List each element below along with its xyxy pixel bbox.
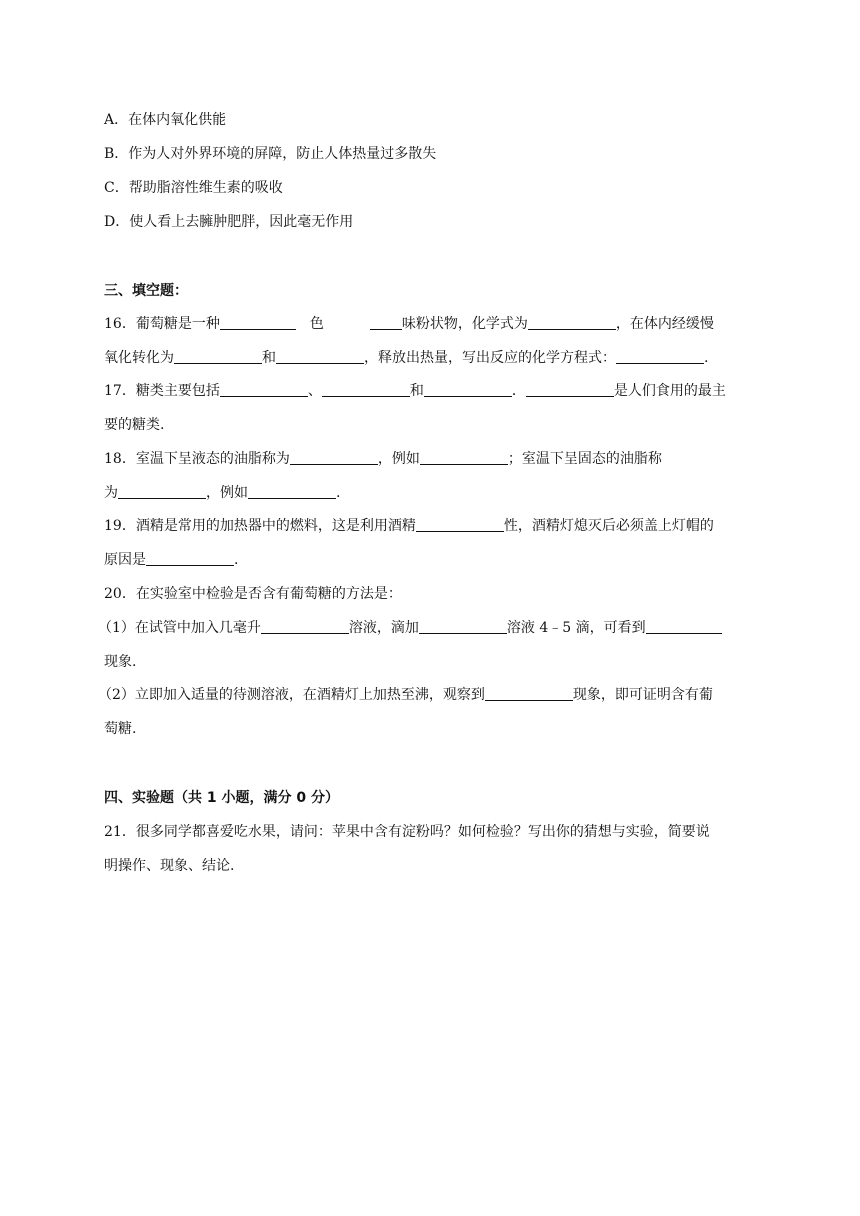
q16-blank-4[interactable]: [174, 348, 262, 364]
option-c: C．帮助脂溶性维生素的吸收: [104, 180, 283, 196]
q18-blank-2[interactable]: [420, 449, 508, 465]
q16-text-4: ，在体内经缓慢: [615, 316, 714, 332]
q16-text-7: ，释放出热量，写出反应的化学方程式：: [364, 350, 616, 366]
q17-text-3: 和: [409, 383, 424, 399]
q20-text-2: 溶液，滴加: [348, 620, 419, 636]
question-17-line-1: [104, 381, 726, 401]
q19-blank-1[interactable]: [416, 516, 504, 532]
q18-text-4: 为: [104, 485, 118, 501]
q16-text-8: .: [704, 350, 709, 366]
section-3-heading: 三、填空题：: [104, 283, 188, 299]
q20-blank-3[interactable]: [646, 618, 722, 634]
option-b: B．作为人对外界环境的屏障，防止人体热量过多散失: [104, 146, 437, 162]
q17-blank-1[interactable]: [220, 381, 308, 397]
q16-blank-6[interactable]: [616, 348, 704, 364]
question-20-part-1-line-2: 现象.: [104, 654, 137, 670]
q20-text-5: 现象，即可证明含有葡: [572, 687, 713, 703]
q20-blank-1[interactable]: [261, 618, 349, 634]
q20-blank-2[interactable]: [419, 618, 507, 634]
q20-blank-4[interactable]: [485, 685, 573, 701]
q19-text-2: 性，酒精灯熄灭后必须盖上灯帽的: [503, 518, 714, 534]
q17-text-1: 17．糖类主要包括: [104, 383, 220, 399]
q16-text-6: 和: [262, 350, 276, 366]
q16-text-3: 味粉状物，化学式为: [401, 316, 528, 332]
question-19-line-2: [104, 550, 238, 570]
q19-text-4: .: [234, 552, 239, 568]
question-21-line-1: 21．很多同学都喜爱吃水果，请问：苹果中含有淀粉吗？如何检验？写出你的猜想与实验，简要说: [104, 824, 710, 840]
q17-text-2: 、: [307, 383, 322, 399]
q18-text-6: .: [336, 485, 341, 501]
q17-text-5: 是人们食用的最主: [613, 383, 726, 399]
q18-text-2: ，例如: [377, 451, 420, 467]
question-21-line-2: 明操作、现象、结论.: [104, 858, 235, 874]
q16-blank-3[interactable]: [528, 314, 616, 330]
q20-text-4: （2）立即加入适量的待测溶液，在酒精灯上加热至沸，观察到: [98, 687, 485, 703]
question-16-line-1: [104, 314, 714, 334]
question-16-line-2: [104, 348, 708, 368]
q18-text-5: ，例如: [206, 485, 248, 501]
q18-text-3: ；室温下呈固态的油脂称: [507, 451, 662, 467]
option-d: D．使人看上去臃肿肥胖，因此毫无作用: [104, 214, 354, 230]
question-20-part-2-line-2: 萄糖.: [104, 721, 137, 737]
q18-blank-3[interactable]: [118, 483, 206, 499]
question-20-stem: 20．在实验室中检验是否含有葡萄糖的方法是：: [104, 586, 402, 602]
q16-blank-2[interactable]: [370, 314, 402, 330]
q18-blank-4[interactable]: [248, 483, 336, 499]
q19-blank-2[interactable]: [146, 550, 234, 566]
q18-blank-1[interactable]: [290, 449, 378, 465]
question-18-line-1: [104, 449, 662, 469]
question-18-line-2: [104, 483, 340, 503]
question-19-line-1: [104, 516, 714, 536]
q19-text-3: 原因是: [104, 552, 146, 568]
q18-text-1: 18．室温下呈液态的油脂称为: [104, 451, 290, 467]
q19-text-1: 19．酒精是常用的加热器中的燃料，这是利用酒精: [104, 518, 416, 534]
question-17-line-2: 要的糖类.: [104, 417, 165, 433]
section-4-heading: 四、实验题（共 1 小题，满分 0 分）: [104, 790, 339, 806]
q17-blank-4[interactable]: [526, 381, 614, 397]
q16-blank-5[interactable]: [276, 348, 364, 364]
option-a: A．在体内氧化供能: [104, 112, 227, 128]
q16-text-5: 氧化转化为: [104, 350, 174, 366]
q17-blank-2[interactable]: [322, 381, 410, 397]
q16-text-2: 色: [309, 316, 324, 332]
q16-blank-1[interactable]: [220, 314, 296, 330]
q20-text-1: （1）在试管中加入几毫升: [98, 620, 261, 636]
q17-text-4: ．: [511, 383, 526, 399]
q16-text-1: 16．葡萄糖是一种: [104, 316, 220, 332]
q20-text-3: 溶液 4﹣5 滴，可看到: [506, 620, 646, 636]
question-20-part-2: [98, 685, 713, 705]
q17-blank-3[interactable]: [424, 381, 512, 397]
question-20-part-1: [98, 618, 722, 638]
